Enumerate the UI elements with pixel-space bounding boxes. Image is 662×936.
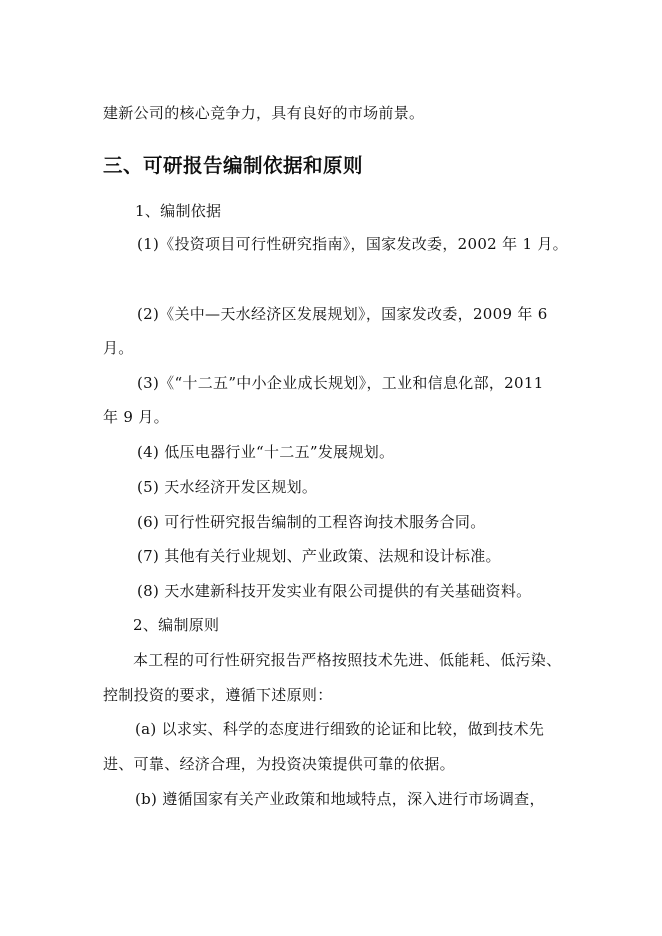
section-title: 三、可研报告编制依据和原则 (103, 154, 364, 177)
basis-item-3-continuation: 年 9 月。 (103, 408, 169, 426)
principle-item-a: (a) 以求实、科学的态度进行细致的论证和比较，做到技术先 (135, 720, 545, 738)
basis-item-8: (8) 天水建新科技开发实业有限公司提供的有关基础资料。 (137, 582, 532, 600)
basis-item-2: (2)《关中—天水经济区发展规划》，国家发改委，2009 年 6 (137, 305, 548, 323)
principles-subheading: 2、编制原则 (133, 616, 220, 634)
basis-item-6: (6) 可行性研究报告编制的工程咨询技术服务合同。 (137, 513, 486, 531)
principles-intro-line-2: 控制投资的要求，遵循下述原则： (103, 686, 333, 704)
principle-item-a-continuation: 进、可靠、经济合理，为投资决策提供可靠的依据。 (103, 755, 455, 773)
basis-item-1: (1)《投资项目可行性研究指南》，国家发改委，2002 年 1 月。 (137, 235, 568, 253)
basis-item-4: (4) 低压电器行业“十二五”发展规划。 (137, 443, 395, 461)
basis-item-5: (5) 天水经济开发区规划。 (137, 478, 318, 496)
basis-subheading: 1、编制依据 (135, 202, 222, 220)
basis-item-7: (7) 其他有关行业规划、产业政策、法规和设计标准。 (137, 547, 501, 565)
intro-line: 建新公司的核心竞争力，具有良好的市场前景。 (103, 104, 425, 122)
principles-intro-line-1: 本工程的可行性研究报告严格按照技术先进、低能耗、低污染、 (133, 651, 562, 669)
principle-item-b: (b) 遵循国家有关产业政策和地域特点，深入进行市场调查， (135, 790, 545, 808)
basis-item-2-continuation: 月。 (103, 339, 134, 357)
basis-item-3: (3)《“十二五”中小企业成长规划》，工业和信息化部，2011 (137, 374, 544, 392)
